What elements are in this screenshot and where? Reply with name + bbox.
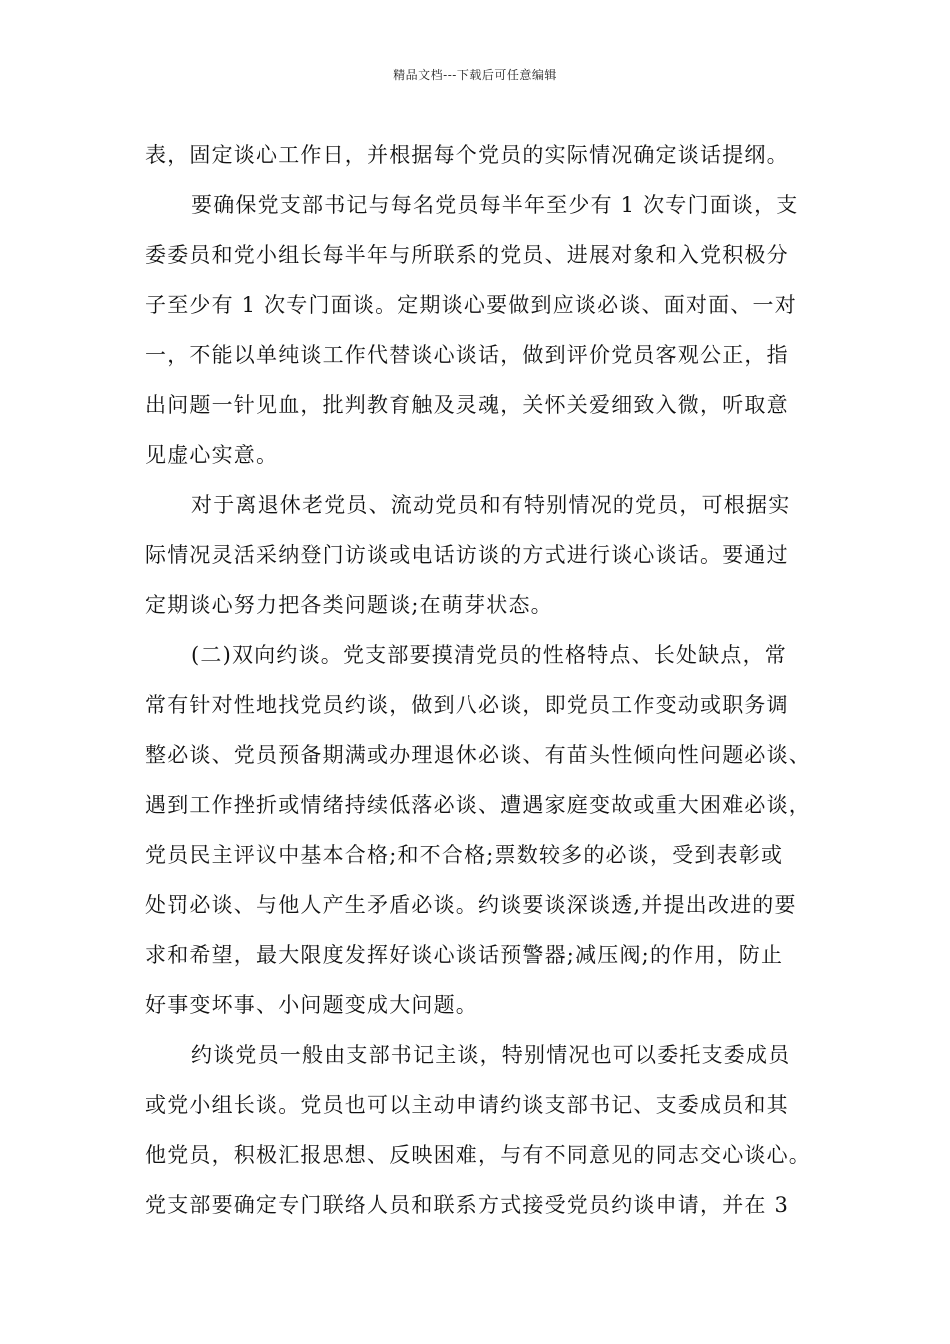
text-line: 或党小组长谈。党员也可以主动申请约谈支部书记、支委成员和其 <box>145 1093 789 1117</box>
text-line: 表，固定谈心工作日，并根据每个党员的实际情况确定谈话提纲。 <box>145 143 789 167</box>
text-line: 要确保党支部书记与每名党员每半年至少有 1 次专门面谈，支 <box>191 193 799 217</box>
text-line: 际情况灵活采纳登门访谈或电话访谈的方式进行谈心谈话。要通过 <box>145 543 789 567</box>
text-line: 委委员和党小组长每半年与所联系的党员、进展对象和入党积极分 <box>145 243 789 267</box>
text-line: 求和希望，最大限度发挥好谈心谈话预警器;减压阀;的作用，防止 <box>145 943 784 967</box>
text-line: 见虚心实意。 <box>145 443 279 467</box>
text-line: (二)双向约谈。党支部要摸清党员的性格特点、长处缺点，常 <box>191 643 787 667</box>
text-line: 定期谈心努力把各类问题谈;在萌芽状态。 <box>145 593 553 617</box>
text-line: 常有针对性地找党员约谈，做到八必谈，即党员工作变动或职务调 <box>145 693 789 717</box>
text-line: 党支部要确定专门联络人员和联系方式接受党员约谈申请，并在 3 <box>145 1193 790 1217</box>
text-line: 一，不能以单纯谈工作代替谈心谈话，做到评价党员客观公正，指 <box>145 343 789 367</box>
text-line: 处罚必谈、与他人产生矛盾必谈。约谈要谈深谈透,并提出改进的要 <box>145 893 797 917</box>
text-line: 党员民主评议中基本合格;和不合格;票数较多的必谈，受到表彰或 <box>145 843 784 867</box>
document-body <box>145 130 835 1230</box>
text-line: 子至少有 1 次专门面谈。定期谈心要做到应谈必谈、面对面、一对 <box>145 293 797 317</box>
text-line: 约谈党员一般由支部书记主谈，特别情况也可以委托支委成员 <box>191 1043 791 1067</box>
text-line: 整必谈、党员预备期满或办理退休必谈、有苗头性倾向性问题必谈、 <box>145 743 811 767</box>
text-line: 出问题一针见血，批判教育触及灵魂，关怀关爱细致入微，听取意 <box>145 393 789 417</box>
page-header: 精品文档---下载后可任意编辑 <box>393 68 557 82</box>
text-line: 对于离退休老党员、流动党员和有特别情况的党员，可根据实 <box>191 493 791 517</box>
text-line: 他党员，积极汇报思想、反映困难，与有不同意见的同志交心谈心。 <box>145 1143 811 1167</box>
text-line: 好事变坏事、小问题变成大问题。 <box>145 993 478 1017</box>
text-line: 遇到工作挫折或情绪持续低落必谈、遭遇家庭变故或重大困难必谈， <box>145 793 811 817</box>
